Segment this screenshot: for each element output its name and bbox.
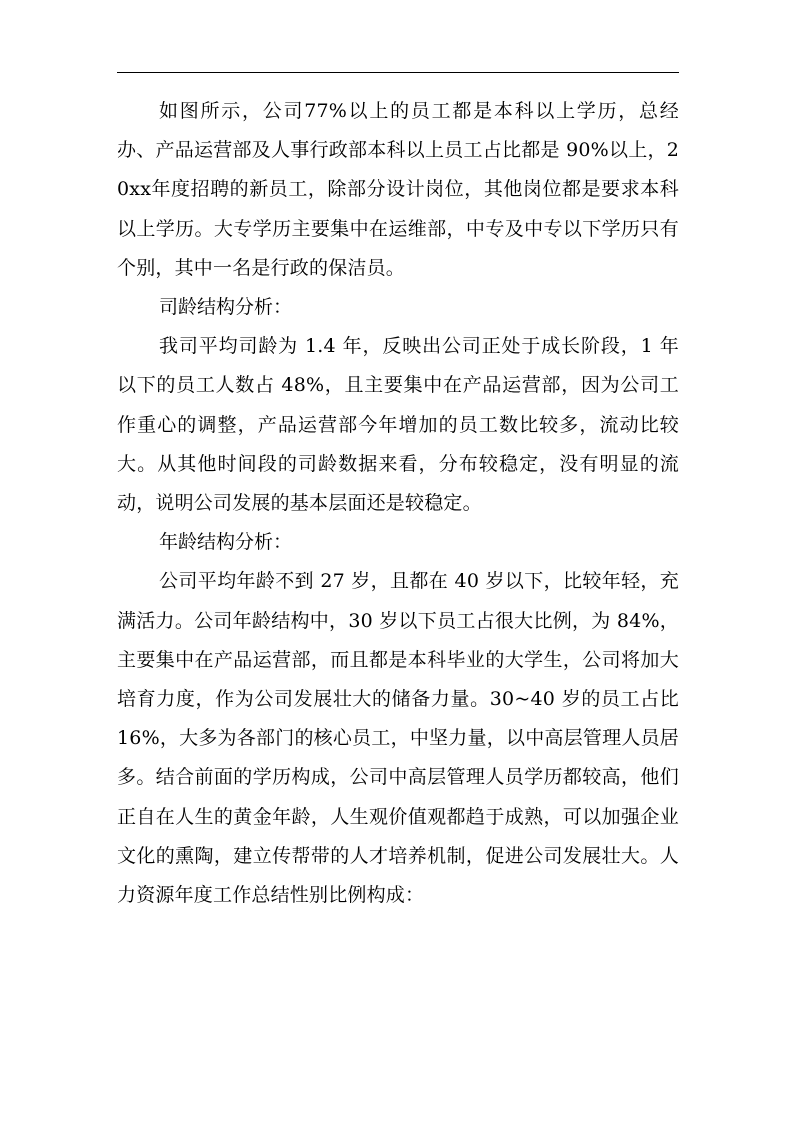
header-rule [117, 72, 679, 73]
heading-tenure-analysis: 司龄结构分析： [159, 296, 293, 319]
heading-age-analysis: 年龄结构分析： [159, 531, 293, 554]
paragraph-education: 如图所示，公司77%以上的员工都是本科以上学历，总经办、产品运营部及人事行政部本科以上员工占比都是 90%以上，20xx年度招聘的新员工，除部分设计岗位，其他岗位都是要求本科以上学历。大专学历主要集中在运维部，中专及中专以下学历只有个别，其中一名是行政的保洁员。 [117, 100, 679, 279]
paragraph-age: 公司平均年龄不到 27 岁，且都在 40 岁以下，比较年轻，充满活力。公司年龄结构中，30 岁以下员工占很大比例，为 84%，主要集中在产品运营部，而且都是本科毕业的大学生，公司将加大培育力度，作为公司发展壮大的储备力量。30~40 岁的员工占比 16%，大多为各部门的核心员工，中坚力量，以中高层管理人员居多。结合前面的学历构成，公司中高层管理人员学历都较高，他们正自在人生的黄金年龄，人生观价值观都趋于成熟，可以加强企业文化的熏陶，建立传帮带的人才培养机制，促进公司发展壮大。人力资源年度工作总结性别比例构成： [117, 570, 679, 907]
paragraph-tenure: 我司平均司龄为 1.4 年，反映出公司正处于成长阶段，1 年以下的员工人数占 48%，且主要集中在产品运营部，因为公司工作重心的调整，产品运营部今年增加的员工数比较多，流动比较大。从其他时间段的司龄数据来看，分布较稳定，没有明显的流动，说明公司发展的基本层面还是较稳定。 [117, 335, 679, 515]
document-body [117, 92, 679, 915]
